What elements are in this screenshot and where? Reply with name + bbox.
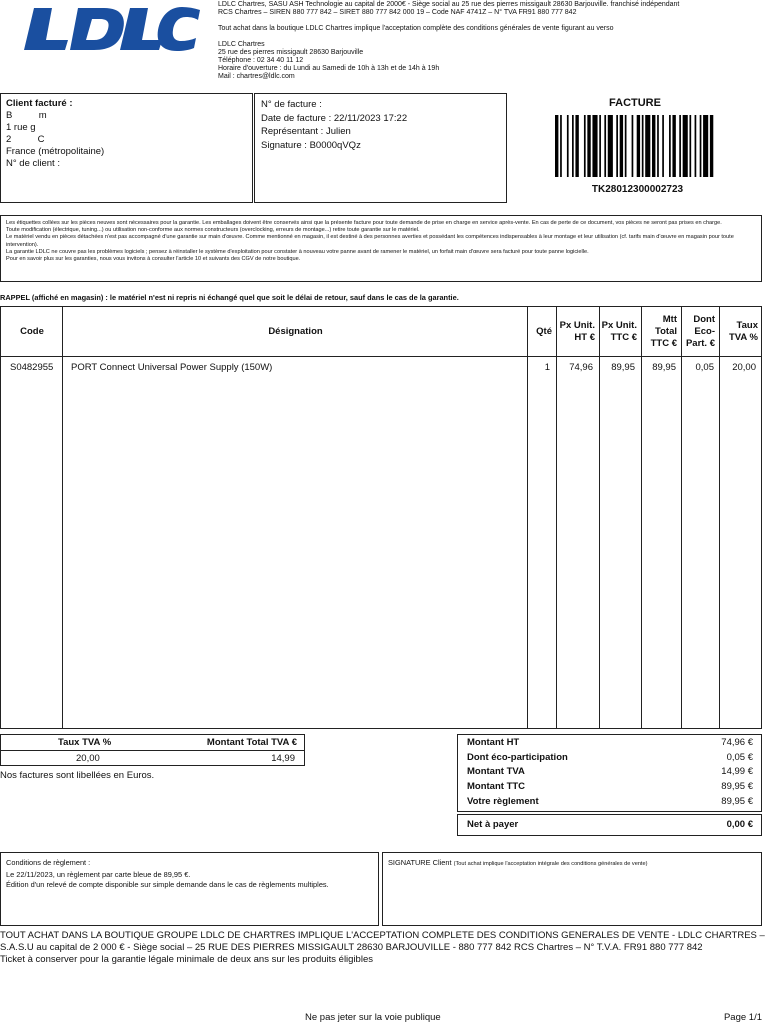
client-street: 1 rue g	[6, 122, 36, 133]
payment-conditions-box	[0, 852, 379, 926]
legal-footer	[0, 930, 765, 966]
barcode-bar	[669, 115, 671, 177]
barcode-number: TK28012300002723	[591, 184, 684, 195]
barcode-bar	[637, 115, 640, 177]
barcode-bar	[662, 115, 664, 177]
notice-paragraph: La garantie LDLC ne couvre pas les problèmes logiciels ; pensez à réinstaller le système d'exploitation pour constater à nouveau votre panne avant de ramener le matériel, un forfait main d'œuvre sera facturé pour toute panne logicielle.	[6, 248, 589, 255]
company-legal-line: LDLC Chartres, SASU ASH Technologie au capital de 2000€ - Siège social au 25 rue des pierres missigault 28630 Barjouville. franchisé indépendant	[218, 1, 680, 8]
document-title: FACTURE	[609, 97, 661, 109]
store-address: 25 rue des pierres missigault 28630 Barjouville	[218, 49, 364, 56]
total-tva-value: 14,99 €	[721, 766, 753, 777]
currency-note: Nos factures sont libellées en Euros.	[0, 770, 155, 781]
client-title: Client facturé :	[6, 98, 73, 109]
barcode-bar	[642, 115, 644, 177]
barcode-bar	[710, 115, 713, 177]
barcode-bar	[652, 115, 655, 177]
barcode-bar	[703, 115, 708, 177]
notice-paragraph: Le matériel vendu en pièces détachées n'est pas accompagné d'une garantie sur main d'œuvre. Comme mentionné en magasin, il est destiné à des personnes averties et possédant les compétences indispensables à leur montage et leur utilisation (cf. tarifs main d'œuvre en magasin pour toute intervention).	[6, 234, 734, 248]
cell-total-ttc: 89,95	[652, 362, 676, 373]
client-city: 2 C	[6, 134, 45, 145]
signature-label: SIGNATURE Client	[388, 858, 452, 867]
net-to-pay-row	[467, 819, 753, 833]
cell-qte: 1	[544, 362, 550, 373]
total-ttc-row	[467, 781, 753, 795]
col-header-qte: Qté	[536, 325, 552, 337]
barcode-bar	[560, 115, 562, 177]
barcode-bar	[567, 115, 569, 177]
notice-paragraph: Les étiquettes collées sur les pièces neuves sont nécessaires pour la garantie. Les emballages doivent être conservés ainsi que la présente facture pour toute demande de prise en charge en service après-vente. En cas de perte de ce document, vos pièces ne seront pas prises en charge.	[6, 220, 722, 226]
invoice-number: N° de facture :	[261, 99, 322, 110]
disposal-note: Ne pas jeter sur la voie publique	[305, 1012, 441, 1023]
company-cgv-line: Tout achat dans la boutique LDLC Chartres implique l'acceptation complète des conditions générales de vente figurant au verso	[218, 25, 614, 32]
notice-paragraph: Toute modification (électrique, tuning...) ou utilisation non-conforme aux normes constructeurs (overclocking, erreurs de montage...) retire toute garantie sur le matériel.	[6, 227, 420, 234]
total-ht-value: 74,96 €	[721, 737, 753, 748]
invoice-representative: Représentant : Julien	[261, 126, 351, 137]
col-header-code: Code	[20, 325, 44, 337]
col-header-tva: Taux TVA %	[728, 319, 758, 343]
store-hours: Horaire d'ouverture : du Lundi au Samedi de 10h à 13h et de 14h à 19h	[218, 65, 440, 72]
barcode-bar	[608, 115, 613, 177]
barcode-bar	[620, 115, 623, 177]
client-signature-box	[382, 852, 762, 926]
barcode-bar	[584, 115, 586, 177]
barcode-bar	[616, 115, 618, 177]
barcode-bar	[587, 115, 590, 177]
vat-rate-header: Taux TVA %	[58, 737, 112, 748]
eco-participation-row	[467, 752, 753, 766]
invoice-date: Date de facture : 22/11/2023 17:22	[261, 112, 408, 124]
signature-note: (Tout achat implique l'acceptation intégrale des conditions générales de vente)	[453, 861, 648, 867]
barcode-bar	[700, 115, 702, 177]
barcode	[555, 115, 715, 177]
warranty-notice	[0, 215, 762, 282]
col-header-total-ttc: Mtt Total TTC €	[650, 313, 677, 349]
col-header-unit-ttc: Px Unit. TTC €	[601, 319, 637, 343]
vat-amount-header: Montant Total TVA €	[206, 737, 297, 748]
barcode-bar	[599, 115, 601, 177]
invoice-signature: Signature : B0000qVQz	[261, 139, 361, 151]
company-info	[218, 1, 758, 81]
barcode-bar	[575, 115, 578, 177]
barcode-bar	[625, 115, 627, 177]
barcode-bar	[695, 115, 697, 177]
barcode-bar	[632, 115, 634, 177]
vat-amount-value: 14,99	[271, 753, 295, 764]
legal-footer-text: TOUT ACHAT DANS LA BOUTIQUE GROUPE LDLC DE CHARTRES IMPLIQUE L'ACCEPTATION COMPLETE DES CONDITIONS GENERALES DE VENTE - LDLC CHARTRES – S.A.S.U au capital de 2 000 € - Siège social – 25 RUE DES PIERRES MISSIGAULT 28630 BARJOUVILLE - 880 777 842 RCS Chartres – N° T.V.A. FR91 880 777 842	[0, 930, 765, 953]
cell-code: S0482955	[10, 362, 54, 373]
barcode-bar	[657, 115, 659, 177]
total-tva-row	[467, 766, 753, 780]
cell-designation: PORT Connect Universal Power Supply (150W)	[71, 362, 273, 373]
barcode-bar	[555, 115, 558, 177]
col-header-eco-part: Dont Eco-Part. €	[685, 313, 715, 349]
client-box	[0, 93, 253, 203]
conditions-line: Le 22/11/2023, un règlement par carte bleue de 89,95 €.	[6, 870, 191, 879]
company-registration-line: RCS Chartres – SIREN 880 777 842 – SIRET 880 777 842 000 19 – Code NAF 4741Z – N° TVA FR91 880 777 842	[218, 9, 577, 16]
total-tva-label: Montant TVA	[467, 766, 525, 777]
eco-participation-label: Dont éco-participation	[467, 752, 568, 763]
store-phone: Téléphone : 02 34 40 11 12	[218, 57, 304, 64]
items-table	[0, 306, 762, 729]
conditions-title: Conditions de règlement :	[6, 858, 91, 867]
cell-unit-ht: 74,96	[569, 362, 593, 373]
net-to-pay-box	[457, 814, 762, 836]
barcode-bar	[604, 115, 606, 177]
client-number: N° de client :	[6, 158, 60, 169]
payment-label: Votre règlement	[467, 796, 539, 807]
net-to-pay-value: 0,00 €	[726, 819, 753, 830]
warranty-ticket-note: Ticket à conserver pour la garantie légale minimale de deux ans sur les produits éligibles	[0, 954, 373, 965]
barcode-bar	[645, 115, 650, 177]
vat-rate-value: 20,00	[76, 753, 100, 764]
store-name: LDLC Chartres	[218, 41, 265, 48]
barcode-bar	[683, 115, 688, 177]
vat-summary-table	[0, 734, 305, 766]
notice-paragraph: Pour en savoir plus sur les garanties, nous vous invitons à consulter l'article 10 et suivants des CGV de notre boutique.	[6, 256, 301, 263]
col-header-unit-ht: Px Unit. HT €	[559, 319, 595, 343]
cell-unit-ttc: 89,95	[611, 362, 635, 373]
client-country: France (métropolitaine)	[6, 146, 105, 157]
eco-participation-value: 0,05 €	[726, 752, 753, 763]
payment-row	[467, 796, 753, 810]
barcode-bar	[572, 115, 574, 177]
conditions-line: Édition d'un relevé de compte disponible sur simple demande dans le cas de règlements multiples.	[6, 880, 329, 889]
barcode-bar	[689, 115, 691, 177]
payment-value: 89,95 €	[721, 796, 753, 807]
total-ttc-label: Montant TTC	[467, 781, 526, 792]
cell-tva: 20,00	[732, 362, 756, 373]
store-mail: Mail : chartres@ldlc.com	[218, 73, 295, 80]
return-policy-reminder: RAPPEL (affiché en magasin) : le matériel n'est ni repris ni échangé quel que soit le délai de retour, sauf dans le cas de la garantie.	[0, 293, 459, 302]
ldlc-logo	[22, 6, 204, 52]
barcode-bar	[679, 115, 681, 177]
total-ht-label: Montant HT	[467, 737, 520, 748]
total-ttc-value: 89,95 €	[721, 781, 753, 792]
page-number: Page 1/1	[723, 1012, 762, 1023]
invoice-info-box	[254, 93, 507, 203]
net-to-pay-label: Net à payer	[467, 819, 519, 830]
col-header-designation: Désignation	[268, 325, 323, 337]
cell-eco-part: 0,05	[695, 362, 714, 373]
total-ht-row	[467, 737, 753, 751]
client-name: B m	[6, 110, 47, 121]
totals-box	[457, 734, 762, 812]
barcode-bar	[592, 115, 597, 177]
barcode-bar	[672, 115, 675, 177]
